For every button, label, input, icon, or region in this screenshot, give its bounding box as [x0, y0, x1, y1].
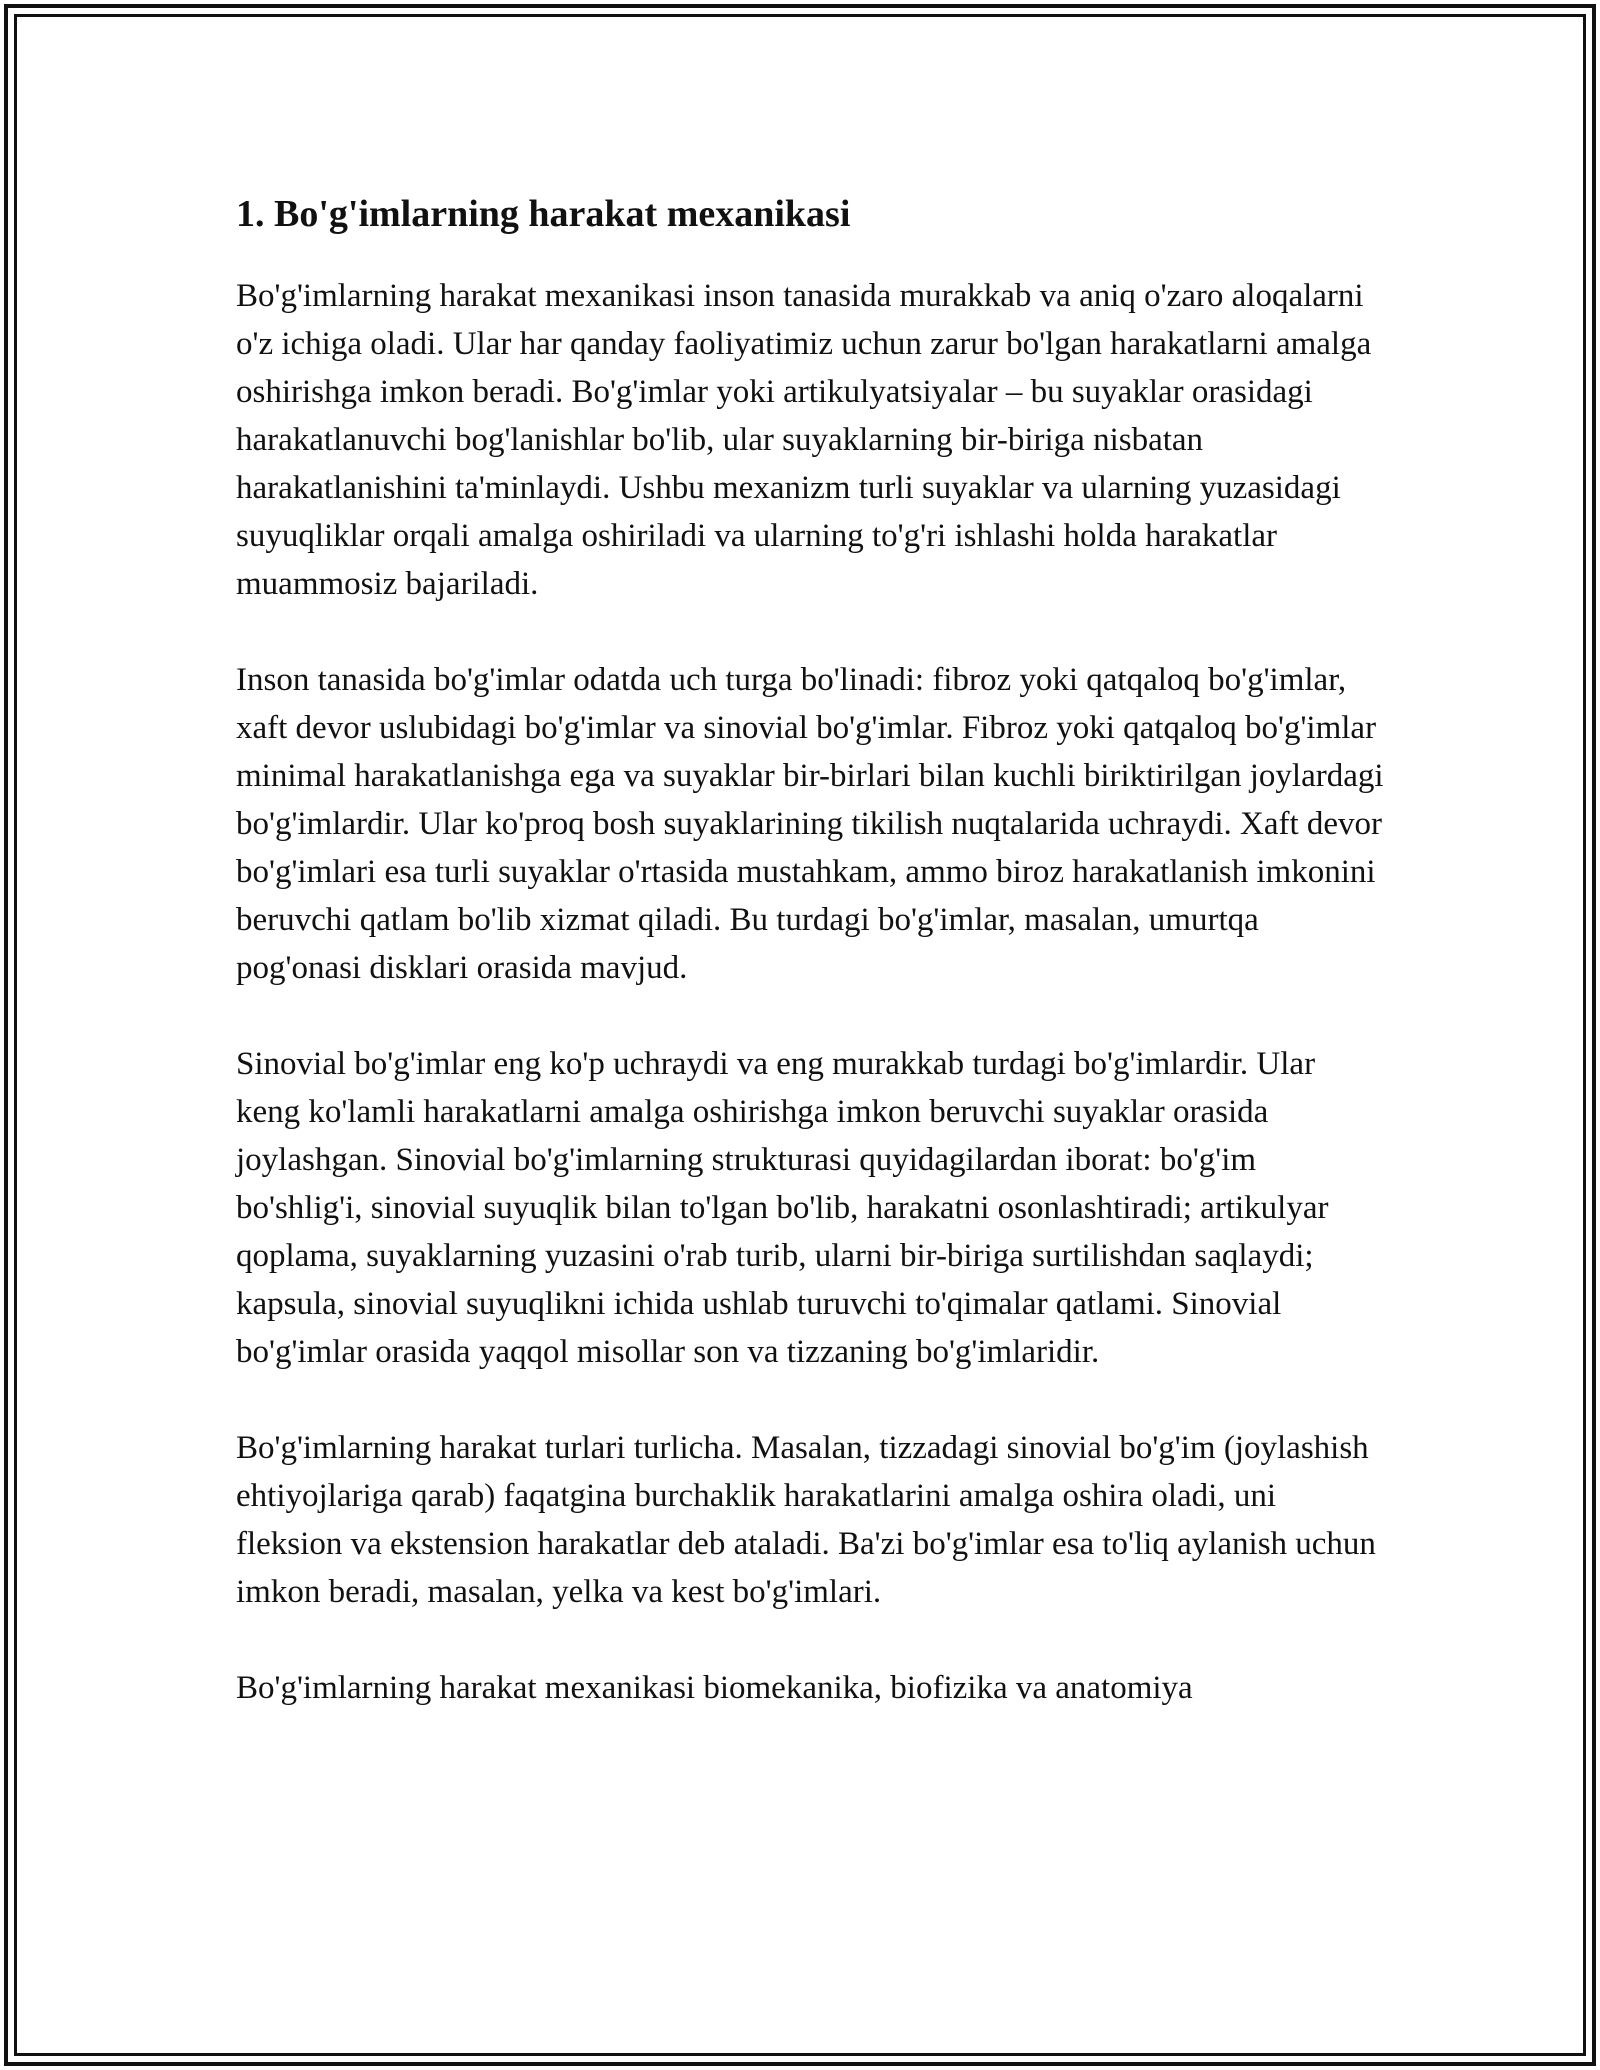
paragraph-2: Inson tanasida bo'g'imlar odatda uch turga bo'linadi: fibroz yoki qatqaloq bo'g'imlar, xaft devor uslubidagi bo'g'imlar va sinovial bo'g'imlar. Fibroz yoki qatqaloq bo'g'imlar minimal harakatlanishga ega va suyaklar bir-birlari bilan kuchli biriktirilgan joylardagi bo'g'imlardir. Ular ko'proq bosh suyaklarining tikilish nuqtalarida uchraydi. Xaft devor bo'g'imlari esa turli suyaklar o'rtasida mustahkam, ammo biroz harakatlanish imkonini beruvchi qatlam bo'lib xizmat qiladi. Bu turdagi bo'g'imlar, masalan, umurtqa pog'onasi disklari orasida mavjud.: [236, 662, 1384, 986]
paragraph-3: Sinovial bo'g'imlar eng ko'p uchraydi va eng murakkab turdagi bo'g'imlardir. Ular keng ko'lamli harakatlarni amalga oshirishga imkon beruvchi suyaklar orasida joylashgan. Sinovial bo'g'imlarning strukturasi quyidagilardan iborat: bo'g'im bo'shlig'i, sinovial suyuqlik bilan to'lgan bo'lib, harakatni osonlashtiradi; artikulyar qoplama, suyaklarning yuzasini o'rab turib, ularni bir-biriga surtilishdan saqlaydi; kapsula, sinovial suyuqlikni ichida ushlab turuvchi to'qimalar qatlami. Sinovial bo'g'imlar orasida yaqqol misollar son va tizzaning bo'g'imlaridir.: [236, 1046, 1329, 1370]
paragraph-5: Bo'g'imlarning harakat mexanikasi biomekanika, biofizika va anatomiya: [236, 1670, 1193, 1706]
document-body: [236, 186, 1386, 1760]
section-heading: 1. Bo'g'imlarning harakat mexanikasi: [236, 193, 851, 235]
paragraph-4: Bo'g'imlarning harakat turlari turlicha. Masalan, tizzadagi sinovial bo'g'im (joylashish ehtiyojlariga qarab) faqatgina burchaklik harakatlarini amalga oshira oladi, uni fleksion va ekstension harakatlar deb ataladi. Ba'zi bo'g'imlar esa to'liq aylanish uchun imkon beradi, masalan, yelka va kest bo'g'imlari.: [236, 1430, 1376, 1610]
paragraph-1: Bo'g'imlarning harakat mexanikasi inson tanasida murakkab va aniq o'zaro aloqalarni o'z ichiga oladi. Ular har qanday faoliyatimiz uchun zarur bo'lgan harakatlarni amalga oshirishga imkon beradi. Bo'g'imlar yoki artikulyatsiyalar – bu suyaklar orasidagi harakatlanuvchi bog'lanishlar bo'lib, ular suyaklarning bir-biriga nisbatan harakatlanishini ta'minlaydi. Ushbu mexanizm turli suyaklar va ularning yuzasidagi suyuqliklar orqali amalga oshiriladi va ularning to'g'ri ishlashi holda harakatlar muammosiz bajariladi.: [236, 278, 1372, 602]
